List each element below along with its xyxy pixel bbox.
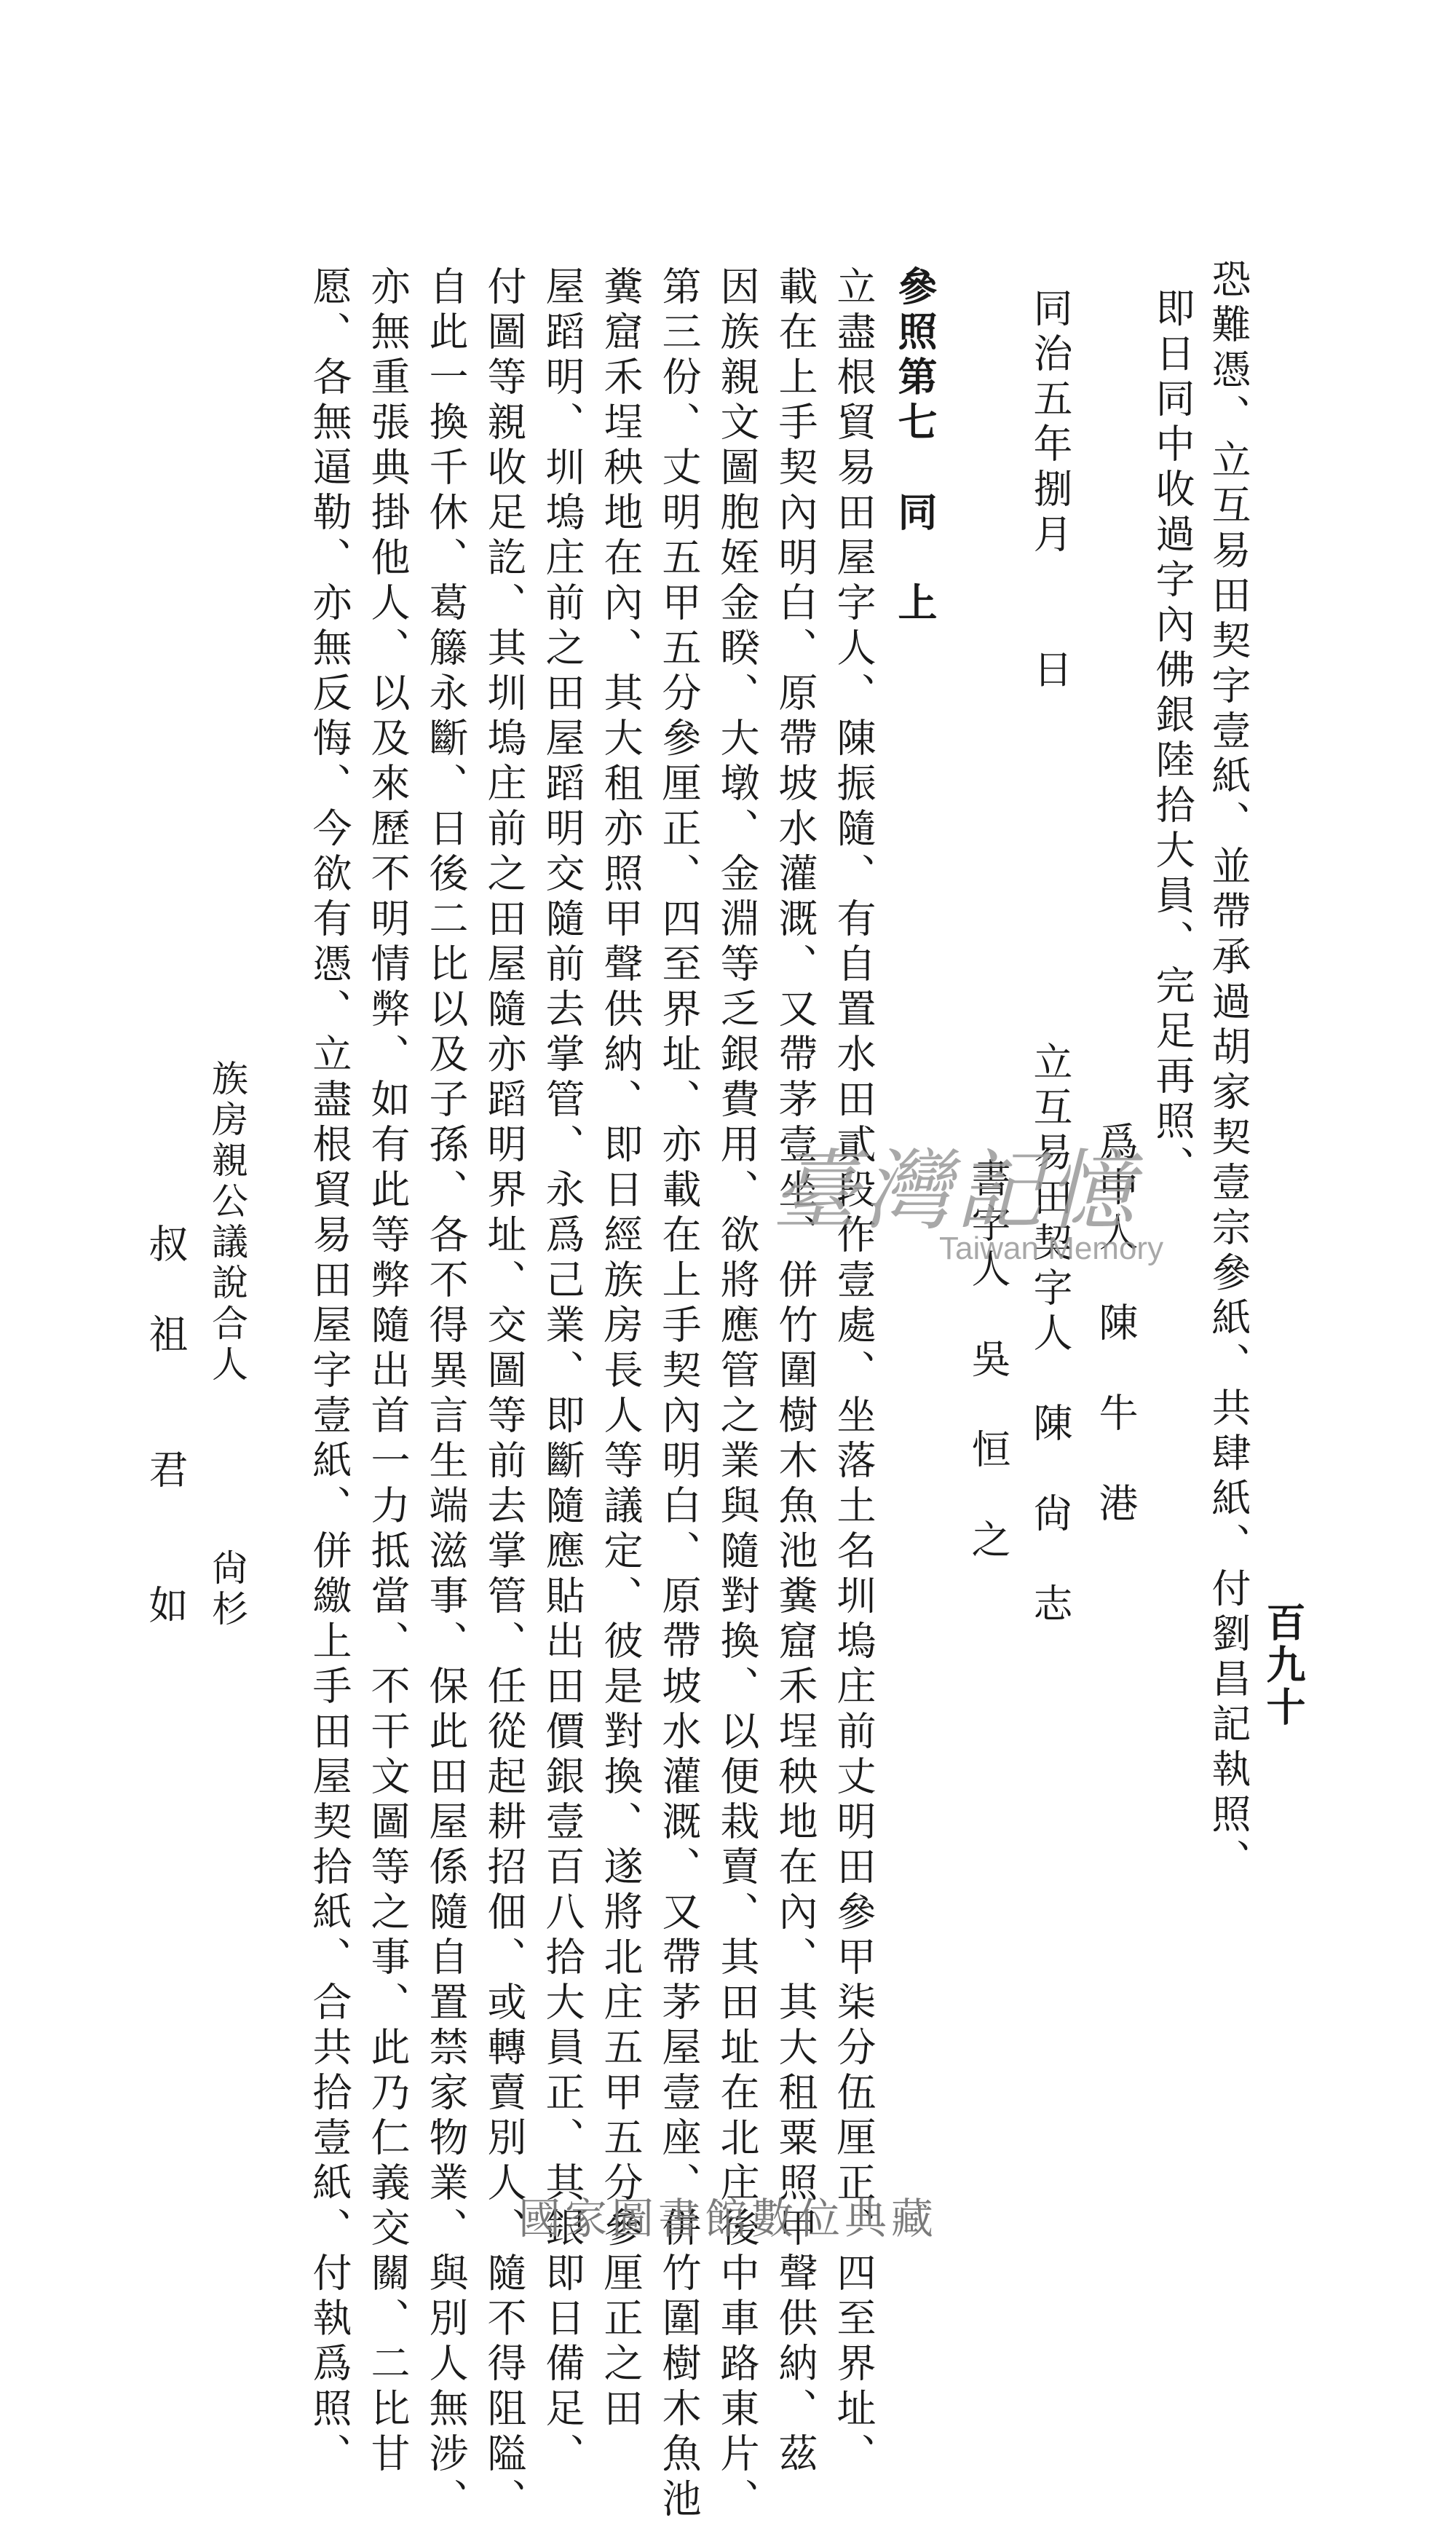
document-date: 同治五年捌月 日 (1027, 288, 1073, 694)
watermark-title: 臺灣記憶 (772, 1141, 1139, 1242)
watermark-subtitle: Taiwan Memory (939, 1231, 1164, 1266)
upper-text-line-1: 恐難憑、立互易田契字壹紙、並帶承過胡家契壹宗參紙、共肆紙、付劉昌記執照、 (1206, 258, 1251, 1884)
section-line-9: 亦無重張典掛他人、以及來歷不明情弊、如有此等弊隨出首一力抵當、不干文圖等之事、此乃仁義交關、二比甘 (365, 266, 411, 2478)
page-number: 百九十 (1260, 1602, 1307, 1729)
section-line-10: 愿、各無逼勒、亦無反悔、今欲有憑、立盡根貿易田屋字壹紙、併繳上手田屋契拾紙、合共拾壹紙、付執爲照、 (306, 266, 352, 2478)
scribe-signature: 書字人 吳 恒 之 (965, 1158, 1011, 1564)
section-line-1: 立盡根貿易田屋字人、陳振隨、有自置水田貳段作壹處、坐落土名圳塢庄前丈明田參甲柒分伍厘正、四至界址、 (831, 266, 877, 2478)
maker-signature: 立互易田契字人 陳 尙 志 (1027, 1041, 1073, 1628)
footer-caption: 國家圖書館數位典藏 (518, 2194, 938, 2243)
section-line-3: 因族親文圖胞姪金睽、大墩、金淵等乏銀費用、欲將應管之業與隨對換、以便栽賣、其田址在北庄後中車路東片、 (714, 266, 760, 2523)
section-line-8: 自此一換千休、葛籐永斷、日後二比以及子孫、各不得異言生端滋事、保此田屋係隨自置禁家物業、與別人無涉、 (423, 266, 469, 2523)
council-line-2: 叔 祖 君 如 (143, 1223, 189, 1630)
upper-text-line-2: 即日同中收過字內佛銀陸拾大員、完足再照、 (1150, 288, 1195, 1191)
council-line-1: 族房親公議說合人 尙杉 (206, 1059, 248, 1630)
witness-signature: 爲中人 陳 牛 港 (1093, 1121, 1139, 1528)
section-line-2: 載在上手契內明白、原帶坡水灌溉、又帶茅壹坐、併竹圍樹木魚池糞窟禾埕秧地在內、其大租粟照甲聲供納、茲 (772, 266, 818, 2478)
section-line-5: 糞窟禾埕秧地在內、其大租亦照甲聲供納、即日經族房長人等議定、彼是對換、遂將北庄五甲五分參厘正之田 (598, 266, 644, 2433)
section-heading: 參照第七 同 上 (892, 266, 938, 627)
section-line-7: 付圖等親收足訖、其圳塢庄前之田屋隨亦蹈明界址、交圖等前去掌管、任從起耕招佃、或轉賣別人、隨不得阻隘、 (481, 266, 527, 2523)
section-line-4: 第三份、丈明五甲五分參厘正、四至界址、亦載在上手契內明白、原帶坡水灌溉、又帶茅屋壹座、併竹圍樹木魚池 (656, 266, 702, 2523)
section-line-6: 屋蹈明、圳塢庄前之田屋蹈明交隨前去掌管、永爲己業、即斷隨應貼出田價銀壹百八拾大員正、其銀即日備足、 (539, 266, 585, 2478)
